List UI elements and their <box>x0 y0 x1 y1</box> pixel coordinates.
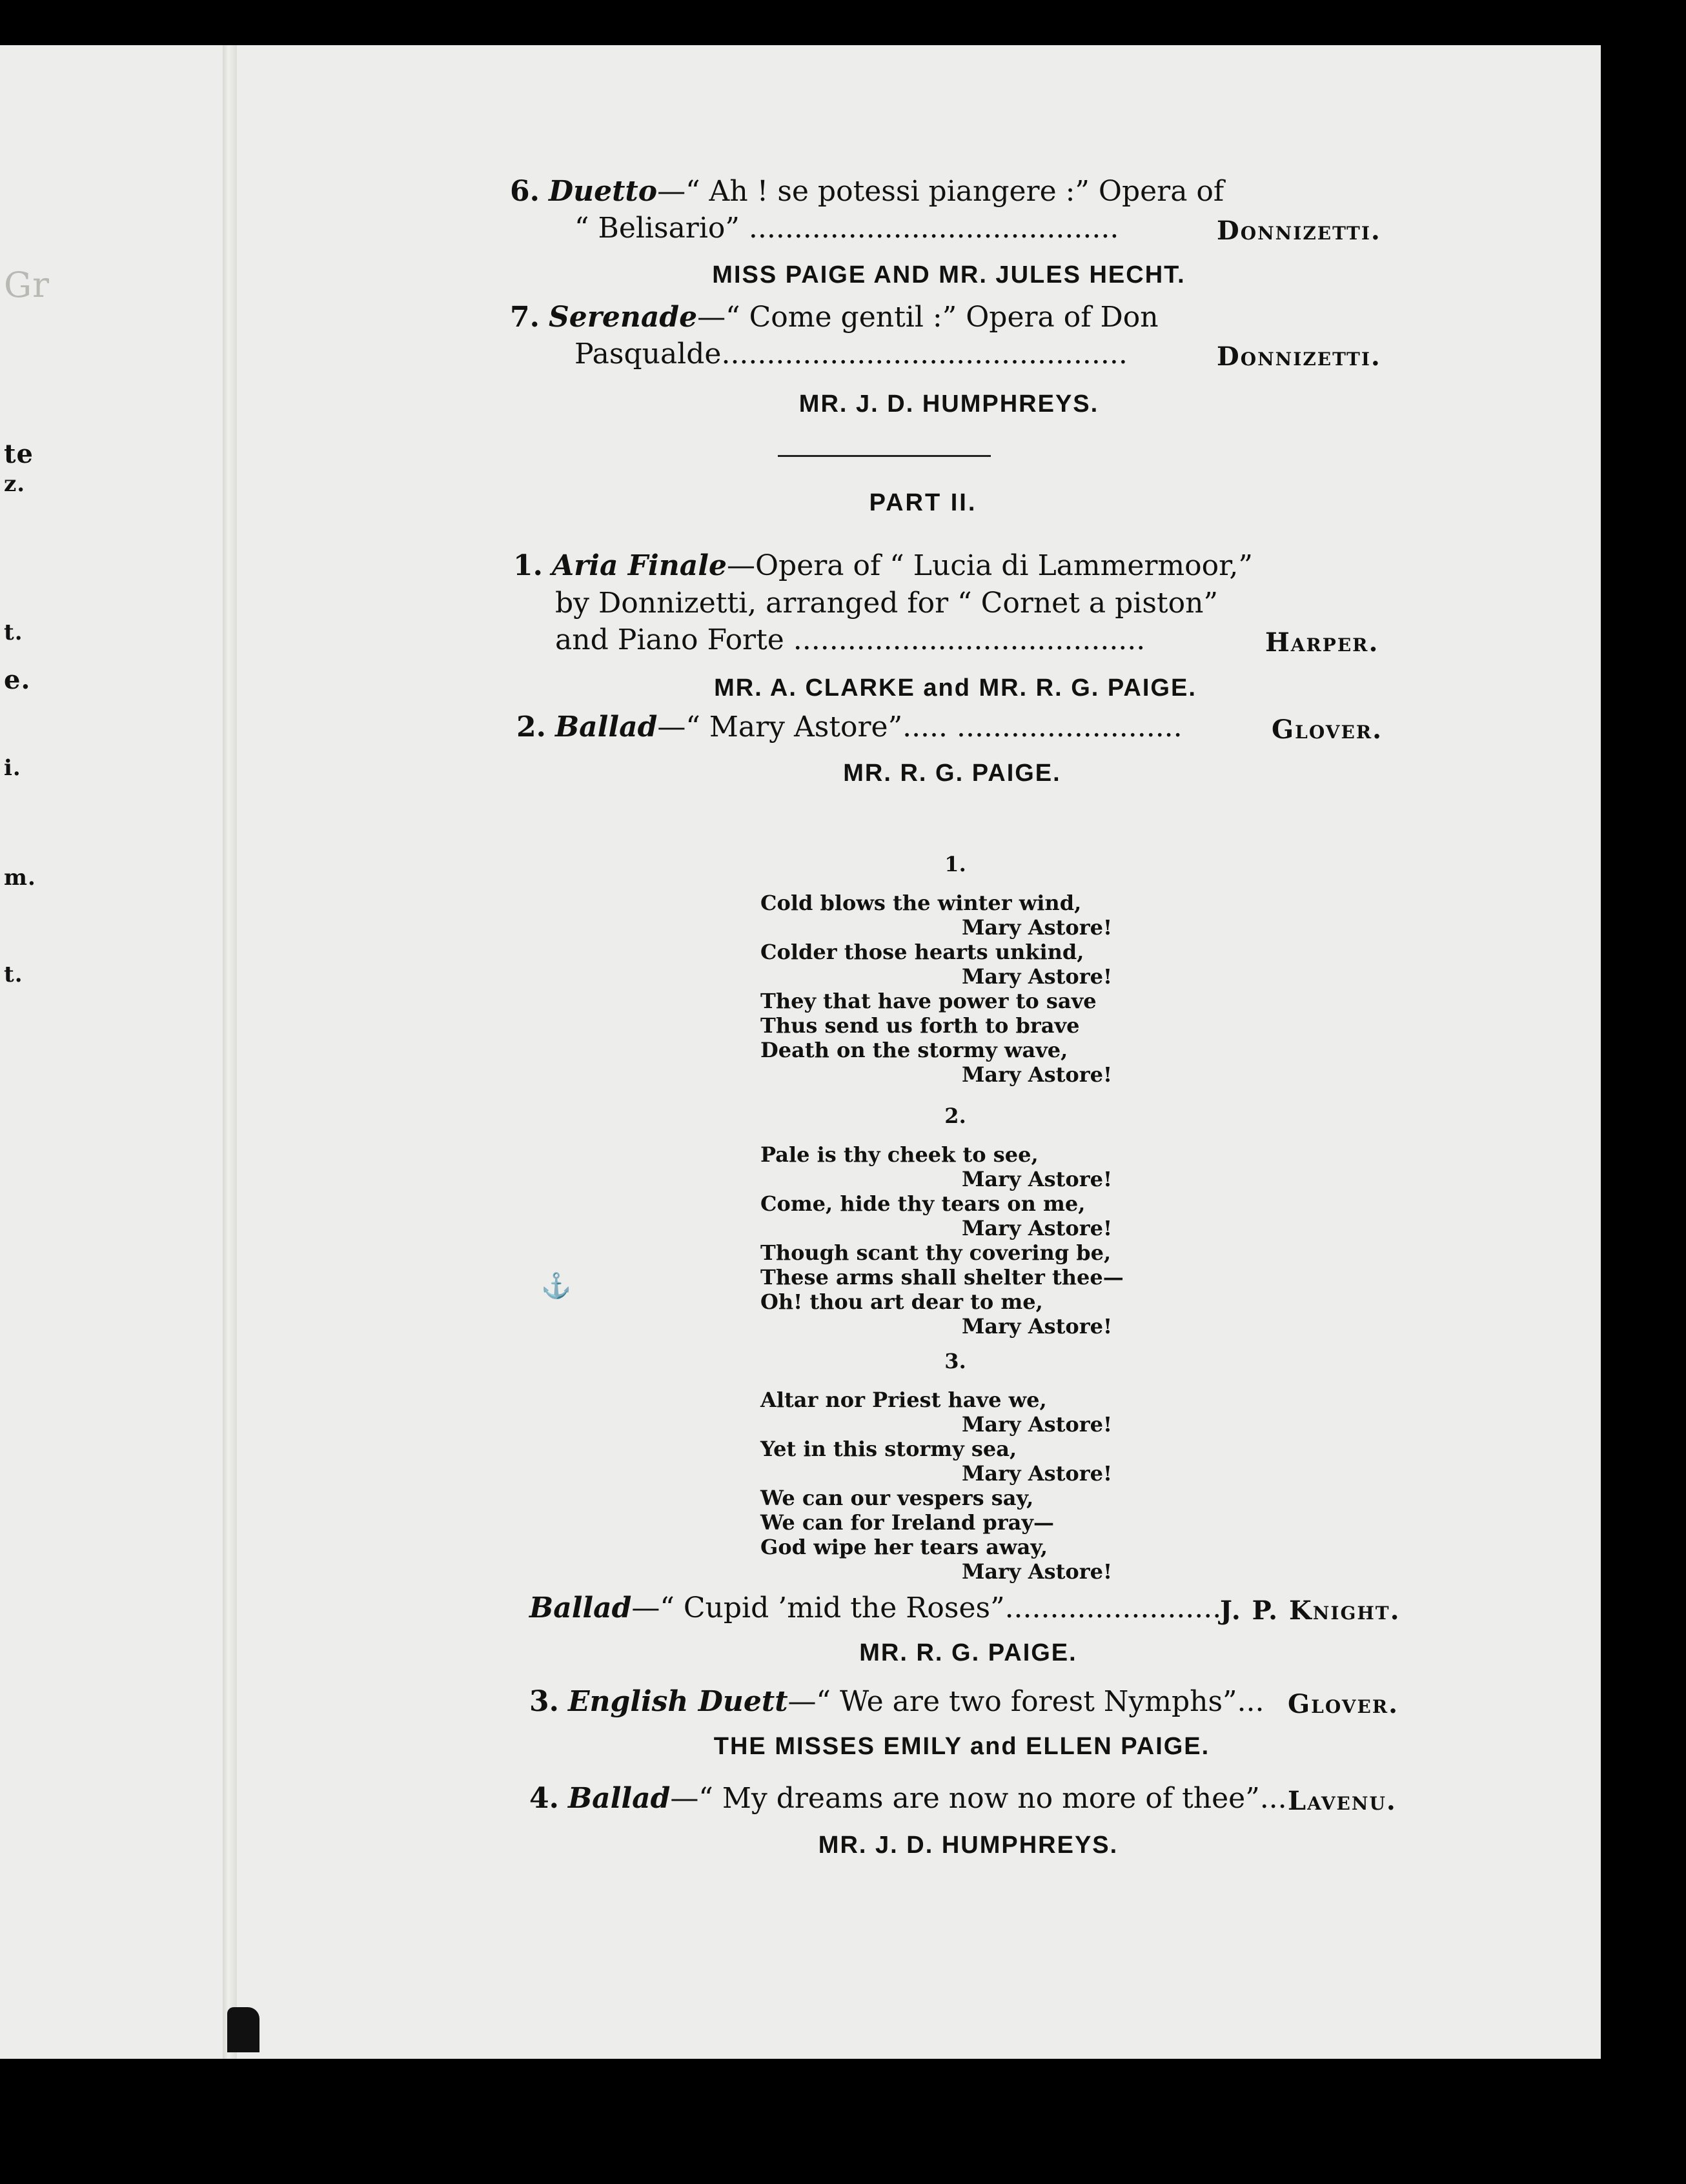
left-fragment: t. <box>4 620 23 645</box>
item-title: —“ Mary Astore”..... ......................... <box>657 711 1183 743</box>
verse-line: God wipe her tears away, <box>760 1535 1048 1559</box>
program-page <box>0 45 1601 2059</box>
composer: Lavenu. <box>1288 1786 1397 1816</box>
verse-line: Pale is thy cheek to see, <box>760 1142 1039 1167</box>
left-fragment: m. <box>4 865 36 891</box>
program-item <box>513 549 1253 582</box>
performer: MR. J. D. HUMPHREYS. <box>818 1832 1119 1859</box>
verse-line: Thus send us forth to brave <box>760 1013 1080 1038</box>
item-title: —“ Come gentil :” Opera of Don <box>697 301 1159 334</box>
left-fragment-large: Gr <box>4 265 50 305</box>
verse-line: Yet in this stormy sea, <box>760 1437 1017 1461</box>
composer: Donnizetti. <box>1217 341 1381 372</box>
item-title-continued: and Piano Forte ....................................... <box>555 623 1146 656</box>
verse-line: Mary Astore! <box>962 915 1112 940</box>
verse-number: 1. <box>944 852 966 876</box>
item-title: —“ My dreams are now no more of thee”... <box>670 1782 1287 1815</box>
verse-line: These arms shall shelter thee— <box>760 1265 1124 1289</box>
verse-line: Mary Astore! <box>962 1412 1112 1437</box>
item-form: Ballad <box>529 1592 632 1624</box>
verse-line: Mary Astore! <box>962 1461 1112 1486</box>
verse-line: We can our vespers say, <box>760 1486 1034 1510</box>
performer: MISS PAIGE AND MR. JULES HECHT. <box>712 261 1186 288</box>
verse-line: Cold blows the winter wind, <box>760 891 1082 915</box>
verse-line: Mary Astore! <box>962 964 1112 989</box>
item-form: Ballad <box>567 1782 671 1815</box>
item-title-continued: Pasqualde............................................. <box>574 338 1128 370</box>
composer: Glover. <box>1288 1689 1399 1719</box>
item-number: 6. <box>510 175 540 208</box>
composer: Glover. <box>1272 714 1383 745</box>
verse-number: 2. <box>944 1104 966 1128</box>
item-title: —Opera of “ Lucia di Lammermoor,” <box>726 549 1253 582</box>
program-item <box>529 1782 1287 1815</box>
verse-line: They that have power to save <box>760 989 1097 1013</box>
verse-line: Mary Astore! <box>962 1167 1112 1191</box>
performer: MR. J. D. HUMPHREYS. <box>798 390 1099 418</box>
item-number: 4. <box>529 1782 559 1815</box>
part-title: PART II. <box>869 489 977 516</box>
verse-number: 3. <box>944 1349 966 1373</box>
item-number: 7. <box>510 301 540 334</box>
program-item <box>529 1594 1230 1623</box>
composer: Donnizetti. <box>1217 216 1381 246</box>
performer: MR. R. G. PAIGE. <box>843 760 1061 787</box>
program-item <box>510 177 1224 206</box>
item-title-continued: “ Belisario” ......................................... <box>574 212 1119 245</box>
item-form: Aria Finale <box>551 549 727 582</box>
performer: MR. A. CLARKE and MR. R. G. PAIGE. <box>714 674 1197 702</box>
composer: Harper. <box>1265 627 1379 658</box>
program-content <box>0 45 1601 2059</box>
verse-line: We can for Ireland pray— <box>760 1510 1054 1535</box>
verse-line: Though scant thy covering be, <box>760 1240 1112 1265</box>
verse-line: Mary Astore! <box>962 1216 1112 1240</box>
item-form: English Duett <box>567 1685 788 1718</box>
program-item <box>510 303 1159 332</box>
performer: THE MISSES EMILY and ELLEN PAIGE. <box>713 1733 1210 1760</box>
left-fragment: e. <box>4 665 31 695</box>
section-divider <box>778 455 991 457</box>
item-number: 3. <box>529 1685 559 1718</box>
program-item <box>529 1685 1264 1718</box>
item-number: 1. <box>513 549 543 582</box>
item-title: —“ Cupid ’mid the Roses”......................... <box>631 1592 1231 1624</box>
left-fragment: z. <box>4 471 26 497</box>
verse-line: Mary Astore! <box>962 1062 1112 1087</box>
verse-line: Mary Astore! <box>962 1314 1112 1339</box>
left-fragment: t. <box>4 962 23 987</box>
left-fragment: te <box>4 439 34 469</box>
verse-line: Altar nor Priest have we, <box>760 1388 1047 1412</box>
left-fragment: i. <box>4 755 21 781</box>
verse-line: Death on the stormy wave, <box>760 1038 1068 1062</box>
printer-mark: ⚓ <box>541 1271 572 1300</box>
item-title: —“ We are two forest Nymphs”... <box>787 1685 1264 1718</box>
composer: J. P. Knight. <box>1220 1595 1401 1626</box>
verse-line: Mary Astore! <box>962 1559 1112 1584</box>
item-form: Serenade <box>548 301 698 334</box>
item-title: —“ Ah ! se potessi piangere :” Opera of <box>657 175 1224 208</box>
item-number: 2. <box>516 711 546 743</box>
item-form: Ballad <box>554 711 658 743</box>
verse-line: Come, hide thy tears on me, <box>760 1191 1086 1216</box>
item-form: Duetto <box>548 175 658 208</box>
item-title-continued: by Donnizetti, arranged for “ Cornet a piston” <box>555 587 1218 620</box>
performer: MR. R. G. PAIGE. <box>859 1639 1077 1666</box>
verse-line: Colder those hearts unkind, <box>760 940 1084 964</box>
verse-line: Oh! thou art dear to me, <box>760 1289 1043 1314</box>
program-item <box>516 713 1183 742</box>
